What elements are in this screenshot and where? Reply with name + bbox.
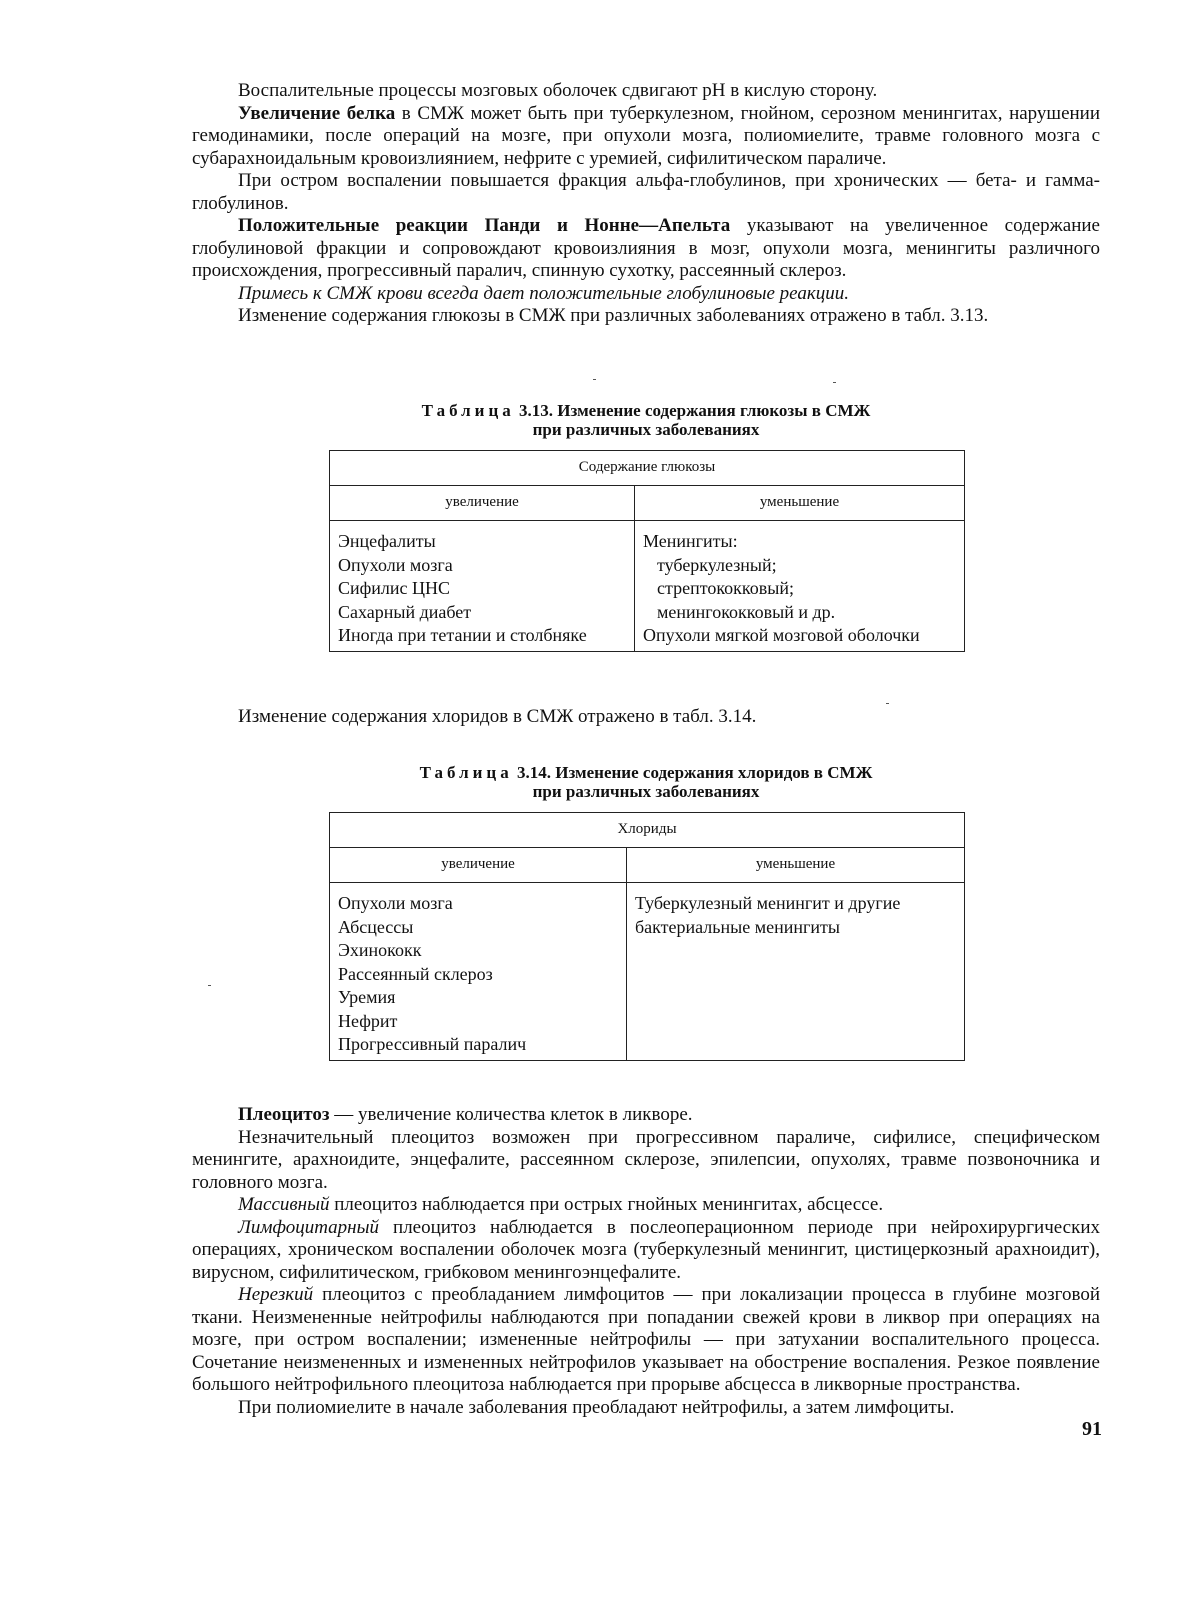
- intro-text: [192, 80, 1100, 328]
- paragraph-mild-pleocytosis: Нерезкий плеоцитоз с преобладанием лимфоцитов — при локализации процесса в глубине мозговой ткани. Неизмененные нейтрофилы наблюдаются при попадании свежей крови в ликвор при операциях на мозге, при остром воспалении; измененные нейтрофилы — при затухании воспалительного процесса. Сочетание неизмененных и измененных нейтрофилов указывает на обострение воспаления. Резкое появление большого нейтрофильного плеоцитоза наблюдается при прорыве абсцесса в ликворные пространства.: [192, 1284, 1100, 1395]
- term-lymphocytic: Лимфоцитарный: [238, 1216, 379, 1238]
- scan-speck: [208, 985, 211, 986]
- scan-speck: [593, 379, 596, 380]
- term-massive: Массивный: [238, 1194, 330, 1215]
- column-header-increase: увеличение: [330, 486, 635, 521]
- table-glucose: [329, 450, 965, 652]
- paragraph-chlorides-ref: Изменение содержания хлоридов в СМЖ отражено в табл. 3.14.: [238, 706, 757, 727]
- list-item: Рассеянный склероз: [338, 963, 493, 984]
- cell-decrease: [635, 521, 965, 652]
- cell-increase: [330, 521, 635, 652]
- page-number: 91: [1082, 1418, 1102, 1440]
- scan-speck: [886, 703, 889, 704]
- scan-speck: [833, 382, 836, 383]
- table-header: Хлориды: [330, 813, 965, 848]
- paragraph-globulins: При остром воспалении повышается фракция альфа-глобулинов, при хронических — бета- и гамма-глобулинов.: [192, 170, 1100, 214]
- paragraph-ph: Воспалительные процессы мозговых оболочек сдвигают pH в кислую сторону.: [238, 80, 878, 101]
- paragraph-pleocytosis-def: Плеоцитоз — увеличение количества клеток в ликворе.: [238, 1104, 693, 1125]
- column-header-increase: увеличение: [330, 848, 627, 883]
- list-item: Менингиты:: [643, 531, 738, 551]
- paragraph-minor-pleocytosis: Незначительный плеоцитоз возможен при прогрессивном параличе, сифилисе, специфическом менингите, арахноидите, энцефалите, рассеянном склерозе, эпилепсии, опухолях, травме позвоночника и головного мозга.: [192, 1126, 1100, 1193]
- list-item: стрептококковый;: [657, 578, 794, 598]
- term-mild: Нерезкий: [238, 1284, 314, 1305]
- list-item: Сифилис ЦНС: [338, 578, 451, 598]
- list-item: менингококковый и др.: [657, 601, 836, 622]
- cell-increase: [330, 883, 627, 1061]
- list-item: Прогрессивный паралич: [338, 1034, 527, 1054]
- list-item: Нефрит: [338, 1010, 398, 1031]
- paragraph-massive-pleocytosis: Массивный плеоцитоз наблюдается при острых гнойных менингитах, абсцессе.: [238, 1194, 884, 1215]
- list-item: Иногда при тетании и столбняке: [338, 625, 587, 645]
- term-protein-increase: Увеличение белка: [238, 102, 396, 124]
- pleocytosis-text: [192, 1104, 1100, 1419]
- term-pandy-nonne-apelt: Положительные реакции Панди и Нонне—Апельта: [238, 215, 731, 236]
- table-313-caption: Таблица 3.13. Изменение содержания глюкозы в СМЖ при различных заболеваниях: [421, 401, 871, 439]
- list-item: Абсцессы: [338, 916, 414, 937]
- list-item: Опухоли мозга: [338, 893, 453, 913]
- list-item: бактериальные менингиты: [635, 916, 840, 937]
- list-item: Опухоли мозга: [338, 554, 453, 575]
- column-header-decrease: уменьшение: [627, 848, 965, 883]
- list-item: Опухоли мягкой мозговой оболочки: [643, 625, 920, 645]
- cell-decrease: [627, 883, 965, 1061]
- chlorides-intro: [192, 706, 1100, 729]
- paragraph-poliomyelitis: При полиомиелите в начале заболевания преобладают нейтрофилы, а затем лимфоциты.: [238, 1396, 955, 1418]
- column-header-decrease: уменьшение: [635, 486, 965, 521]
- list-item: Энцефалиты: [338, 531, 436, 551]
- list-item: туберкулезный;: [657, 554, 777, 575]
- paragraph-glucose-ref: Изменение содержания глюкозы в СМЖ при различных заболеваниях отражено в табл. 3.13.: [238, 305, 989, 326]
- paragraph-protein: Увеличение белка в СМЖ может быть при туберкулезном, гнойном, серозном менингитах, нарушении гемодинамики, после операций на мозге, при опухоли мозга, полиомиелите, травме головного мозга с субарахноидальным кровоизлиянием, нефрите с уремией, сифилитическом параличе.: [192, 102, 1101, 169]
- list-item: Эхинококк: [338, 940, 422, 960]
- paragraph-pandy-reaction: Положительные реакции Панди и Нонне—Апельта указывают на увеличенное содержание глобулиновой фракции и сопровождают кровоизлияния в мозг, опухоли мозга, менингиты различного происхождения, прогрессивный паралич, спинную сухотку, рассеянный склероз.: [192, 215, 1100, 281]
- table-314-caption: Таблица 3.14. Изменение содержания хлоридов в СМЖ при различных заболеваниях: [419, 763, 873, 801]
- table-header: Содержание глюкозы: [330, 451, 965, 486]
- term-pleocytosis: Плеоцитоз: [238, 1104, 330, 1125]
- list-item: Сахарный диабет: [338, 601, 472, 622]
- list-item: Уремия: [338, 987, 396, 1007]
- paragraph-lymphocytic-pleocytosis: Лимфоцитарный плеоцитоз наблюдается в послеоперационном периоде при нейрохирургических операциях, хроническом воспалении оболочек мозга (туберкулезный менингит, цистицеркозный арахноидит), вирусном, сифилитическом, грибковом менингоэнцефалите.: [192, 1216, 1100, 1283]
- list-item: Туберкулезный менингит и другие: [635, 893, 901, 913]
- table-chlorides: [329, 812, 965, 1061]
- paragraph-blood-admixture: Примесь к СМЖ крови всегда дает положительные глобулиновые реакции.: [238, 282, 850, 304]
